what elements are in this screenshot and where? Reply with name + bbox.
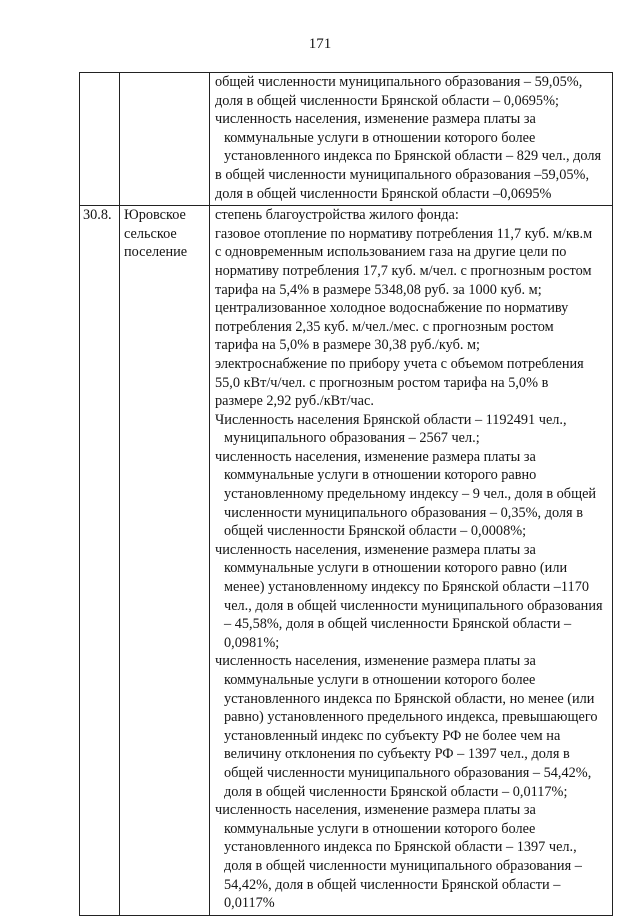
settlement-name-cell bbox=[120, 73, 210, 206]
description-line: численность населения, изменение размера платы за bbox=[215, 541, 536, 558]
description-line: величину отклонения по субъекту РФ – 1397 чел., доля в bbox=[224, 746, 570, 763]
description-line: централизованное холодное водоснабжение по нормативу bbox=[215, 300, 569, 317]
description-line: численности муниципального образования – 0,35%, доля в bbox=[224, 504, 583, 521]
description-line: Численность населения Брянской области – 1192491 чел., bbox=[215, 411, 567, 428]
description-line: нормативу потребления 17,7 куб. м/чел. с прогнозным ростом bbox=[215, 262, 592, 279]
description-line: равно) установленного предельного индекса, превышающего bbox=[224, 709, 598, 726]
description-line: газовое отопление по нормативу потребления 11,7 куб. м/кв.м bbox=[215, 225, 593, 242]
description-line: общей численности Брянской области – 0,0008%; bbox=[224, 523, 527, 540]
description-cell bbox=[210, 73, 613, 206]
settlement-name-line: сельское bbox=[124, 225, 177, 242]
description-line: муниципального образования – 2567 чел.; bbox=[224, 430, 480, 447]
description-line: 54,42%, доля в общей численности Брянской области – bbox=[224, 876, 561, 893]
description-line: установленного индекса по Брянской области – 1397 чел., bbox=[224, 839, 577, 856]
description-line: чел., доля в общей численности муниципального образования bbox=[224, 597, 603, 614]
row-number: 30.8. bbox=[83, 207, 112, 224]
description-line: численность населения, изменение размера платы за bbox=[215, 448, 536, 465]
description-line: потребления 2,35 куб. м/чел./мес. с прогнозным ростом bbox=[215, 318, 554, 335]
description-line: 0,0981%; bbox=[224, 634, 280, 651]
description-line: тарифа на 5,0% в размере 30,38 руб./куб. м; bbox=[215, 337, 481, 354]
description-line: 0,0117% bbox=[224, 895, 275, 912]
description-line: менее) установленному индексу по Брянской области –1170 bbox=[224, 579, 589, 596]
description-line: тарифа на 5,4% в размере 5348,08 руб. за 1000 куб. м; bbox=[215, 281, 542, 298]
description-line: общей численности муниципального образования – 59,05%, bbox=[215, 74, 583, 90]
settlement-name-cell bbox=[120, 206, 210, 916]
description-line: коммунальные услуги в отношении которого более bbox=[224, 672, 536, 688]
description-line: коммунальные услуги в отношении которого равно bbox=[224, 467, 537, 484]
description-line: электроснабжение по прибору учета с объемом потребления bbox=[215, 355, 584, 372]
description-line: доля в общей численности Брянской области – 0,0695%; bbox=[215, 92, 559, 109]
description-line: доля в общей численности Брянской области – 0,0117%; bbox=[224, 783, 568, 800]
description-line: степень благоустройства жилого фонда: bbox=[215, 207, 459, 224]
description-line: установленного индекса по Брянской области, но менее (или bbox=[224, 690, 595, 707]
description-line: численность населения, изменение размера платы за bbox=[215, 653, 536, 670]
description-line: – 45,58%, доля в общей численности Брянской области – bbox=[224, 616, 572, 633]
description-cell bbox=[210, 206, 613, 916]
description-line: доля в общей численности муниципального образования – bbox=[224, 857, 582, 874]
description-line: коммунальные услуги в отношении которого более bbox=[224, 820, 536, 837]
description-line: установленного индекса по Брянской области – 829 чел., доля bbox=[224, 148, 602, 165]
description-line: доля в общей численности Брянской области –0,0695% bbox=[215, 185, 552, 202]
document-table bbox=[79, 72, 613, 916]
settlement-name-line: Юровское bbox=[124, 207, 186, 224]
description-line: установленному предельному индексу – 9 чел., доля в общей bbox=[224, 486, 597, 503]
settlement-name-line: поселение bbox=[124, 244, 188, 261]
description-line: коммунальные услуги в отношении которого равно (или bbox=[224, 560, 568, 577]
table-row bbox=[80, 206, 613, 916]
description-line: численность населения, изменение размера платы за bbox=[215, 802, 536, 819]
description-line: коммунальные услуги в отношении которого более bbox=[224, 129, 536, 146]
description-line: в общей численности муниципального образования –59,05%, bbox=[215, 166, 590, 183]
description-line: общей численности муниципального образования – 54,42%, bbox=[224, 764, 592, 781]
row-number-cell bbox=[80, 73, 120, 206]
description-line: с одновременным использованием газа на другие цели по bbox=[215, 244, 567, 261]
description-line: размере 2,92 руб./кВт/час. bbox=[215, 393, 374, 410]
description-line: установленный индекс по субъекту РФ не более чем на bbox=[224, 727, 561, 744]
row-number-cell bbox=[80, 206, 120, 916]
description-line: численность населения, изменение размера платы за bbox=[215, 111, 536, 128]
description-line: 55,0 кВт/ч/чел. с прогнозным ростом тарифа на 5,0% в bbox=[215, 374, 549, 391]
page-number: 171 bbox=[308, 36, 332, 52]
table-row bbox=[80, 73, 613, 206]
